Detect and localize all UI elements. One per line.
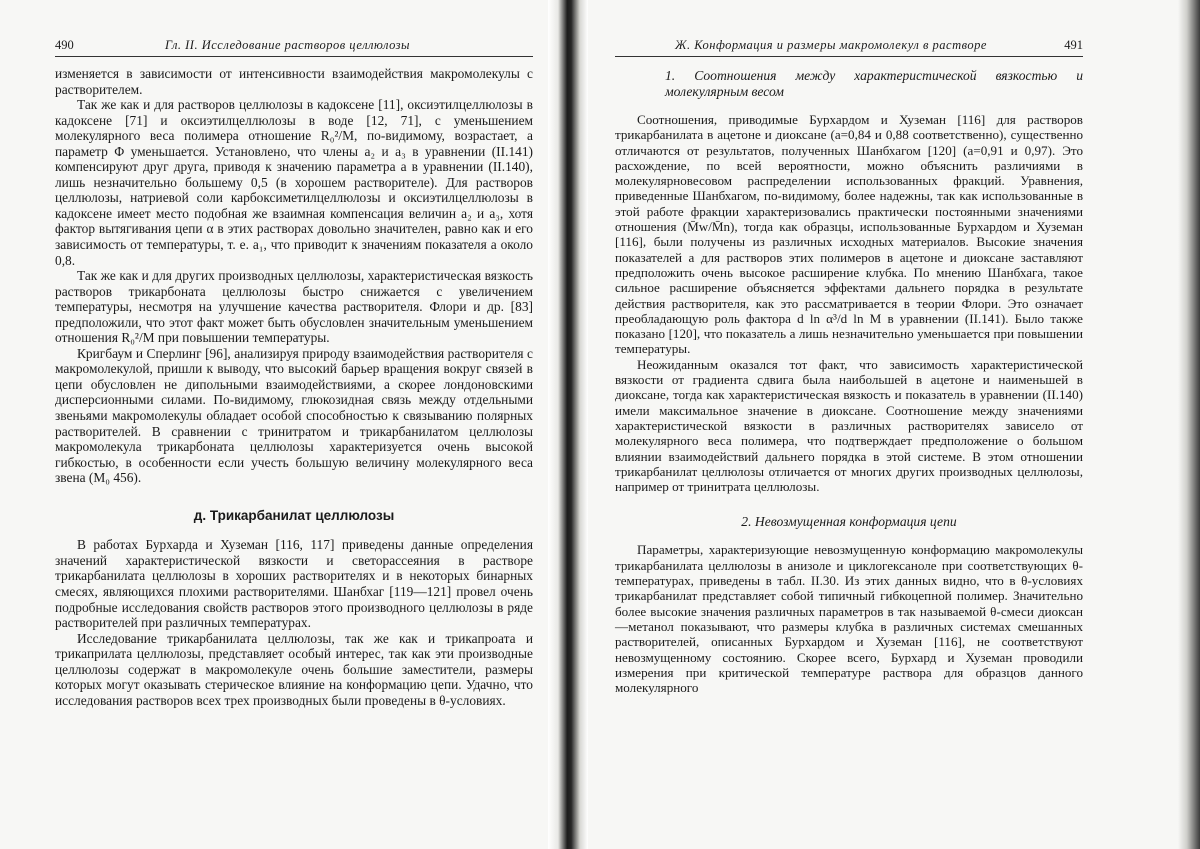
left-page: [55, 0, 533, 849]
subsection-title: 1. Соотношения между характеристической вязкостью и молекулярным весом: [665, 68, 1083, 99]
subsection-title: 2. Невозмущенная конформация цепи: [741, 514, 957, 530]
paragraph: изменяется в зависимости от интенсивности взаимодействия макромолекулы с растворителем.: [55, 66, 533, 97]
paragraph: Так же как и для других производных целлюлозы, характеристическая вязкость растворов трикарбоната целлюлозы быстро снижается с увеличением температуры, несмотря на улучшение качества растворителя. Флори и др. [83] предположили, что этот факт может быть обусловлен значительным уменьшением отношения R₀²/M при повышении температуры.: [55, 268, 533, 346]
paragraph: Так же как и для растворов целлюлозы в кадоксене [11], оксиэтилцеллюлозы в кадоксене [71] и оксиэтилцеллюлозы в воде [12, 71], с уменьшением молекулярного веса полимера отношение R₀²/M, по-видимому, возрастает, а параметр Φ уменьшается. Установлено, что члены a₂ и a₃ в уравнении (II.141) компенсируют друг друга, приводя к значению параметра a в уравнении (II.140), лишь незначительно большему 0,5 (в хорошем растворителе). Для растворов целлюлозы, натриевой соли карбоксиметилцеллюлозы и оксиэтилцеллюлозы в кадоксене имеет место подобная же взаимная компенсация величин a₂ и a₃, хотя фактор вытягивания цепи α в этих растворах довольно значителен, равно как и его зависимость от температуры, т. е. a₁, что приводит к значениям показателя a около 0,8.: [55, 97, 533, 268]
right-page-body: [615, 66, 1083, 695]
left-running-title: Гл. II. Исследование растворов целлюлозы: [165, 38, 410, 52]
paragraph: Исследование трикарбанилата целлюлозы, так же как и трикапроата и трикаприлата целлюлозы, представляет особый интерес, так как эти производные целлюлозы содержат в макромолекуле очень большие заместители, размеры которых могут оказывать стерическое влияние на конформацию цепи. Удачно, что исследования растворов всех трех производных были проведены в θ-условиях.: [55, 630, 533, 708]
paragraph: В работах Бурхарда и Хуземан [116, 117] приведены данные определения значений характеристической вязкости и светорассеяния в растворе трикарбанилата целлюлозы в хороших растворителях и в некоторых бинарных смесях, являющихся плохими растворителями. Шанбхаг [119—121] провел очень подробные исследования свойств растворов этого производного целлюлозы в ряде растворителей при различных температурах.: [55, 537, 533, 631]
left-page-body: [55, 66, 533, 708]
left-page-number: 490: [55, 38, 74, 52]
paragraph: Соотношения, приводимые Бурхардом и Хуземан [116] для растворов трикарбанилата в ацетоне и диоксане (a=0,84 и 0,88 соответственно), существенно отличаются от результатов, полученных Шанбхагом [120] (a=0,91 и 0,97). Это расхождение, по всей вероятности, можно объяснить различиями в молекулярновесовом распределении использованных фракций. Уравнения, приведенные Шанбхагом, по-видимому, более надежны, так как использованные в этой работе фракции характеризовались практически постоянными значениями отношения (M̄w/M̄n), тогда как образцы, использованные Бурхардом и Хуземан [116], были получены из различных исходных материалов. Высокие значения показателей a для растворов этих полимеров в ацетоне и диоксане заставляют предположить очень высокое расширение клубка. По мнению Шанбхага, такое сильное расширение объясняется эффектами дальнего порядка в результате действия растворителя, как это рассматривается в теории Флори. Это означает преобладающую роль фактора d ln α³/d ln M в уравнении (II.141). Было также показано [120], что показатель a лишь незначительно уменьшается при повышении температуры.: [615, 112, 1083, 357]
left-running-head: [55, 38, 533, 57]
right-page-number: 491: [1064, 38, 1083, 52]
right-running-title: Ж. Конформация и размеры макромолекул в растворе: [675, 38, 987, 52]
paragraph: Кригбаум и Сперлинг [96], анализируя природу взаимодействия растворителя с макромолекулой, пришли к выводу, что высокий барьер вращения вокруг связей в цепи обусловлен не дипольными взаимодействиями, а скорее лондоновскими дисперсионными силами. По-видимому, глюкозидная связь между отдельными звеньями макромолекулы обладает особой способностью к связыванию полярных растворителей. В сравнении с тринитратом и трикарбанилатом целлюлозы макромолекула трикарбоната целлюлозы характеризуется очень высокой гибкостью, в особенности если учесть большую величину молекулярного веса звена (M₀ 456).: [55, 345, 533, 486]
section-title: д. Трикарбанилат целлюлозы: [193, 507, 395, 523]
right-page: [615, 0, 1083, 849]
page-edge-shadow: [1178, 0, 1200, 849]
paragraph: Неожиданным оказался тот факт, что зависимость характеристической вязкости от градиента сдвига была наибольшей в ацетоне и наименьшей в диоксане, тогда как характеристическая вязкость и показатель в уравнении (II.140) имели максимальное значение в диоксане. Соотношение между значениями характеристической вязкости в различных растворителях зависело от молекулярного веса полимера, что подтверждает предположение о большом влиянии взаимодействий дальнего порядка в этой системе. В этом отношении трикарбанилат целлюлозы отличается от многих других производных целлюлозы, например от тринитрата целлюлозы.: [615, 356, 1083, 495]
right-running-head: [615, 38, 1083, 57]
paragraph: Параметры, характеризующие невозмущенную конформацию макромолекулы трикарбанилата целлюлозы в анизоле и циклогексаноле при соответствующих θ-температурах, приведены в табл. II.30. Из этих данных видно, что в θ-условиях трикарбанилат представляет собой типичный гибкоцепной полимер. Значительно более высокие значения различных параметров в так называемой θ-смеси диоксан—метанол показывают, что размеры клубка в различных системах смешанных растворителей, описанных Бурхардом и Хуземан [116], не соответствуют невозмущенному состоянию. Скорее всего, Бурхард и Хуземан проводили измерения при критической температуре раствора для образцов данного молекулярного: [615, 542, 1083, 696]
book-gutter: [548, 0, 588, 849]
